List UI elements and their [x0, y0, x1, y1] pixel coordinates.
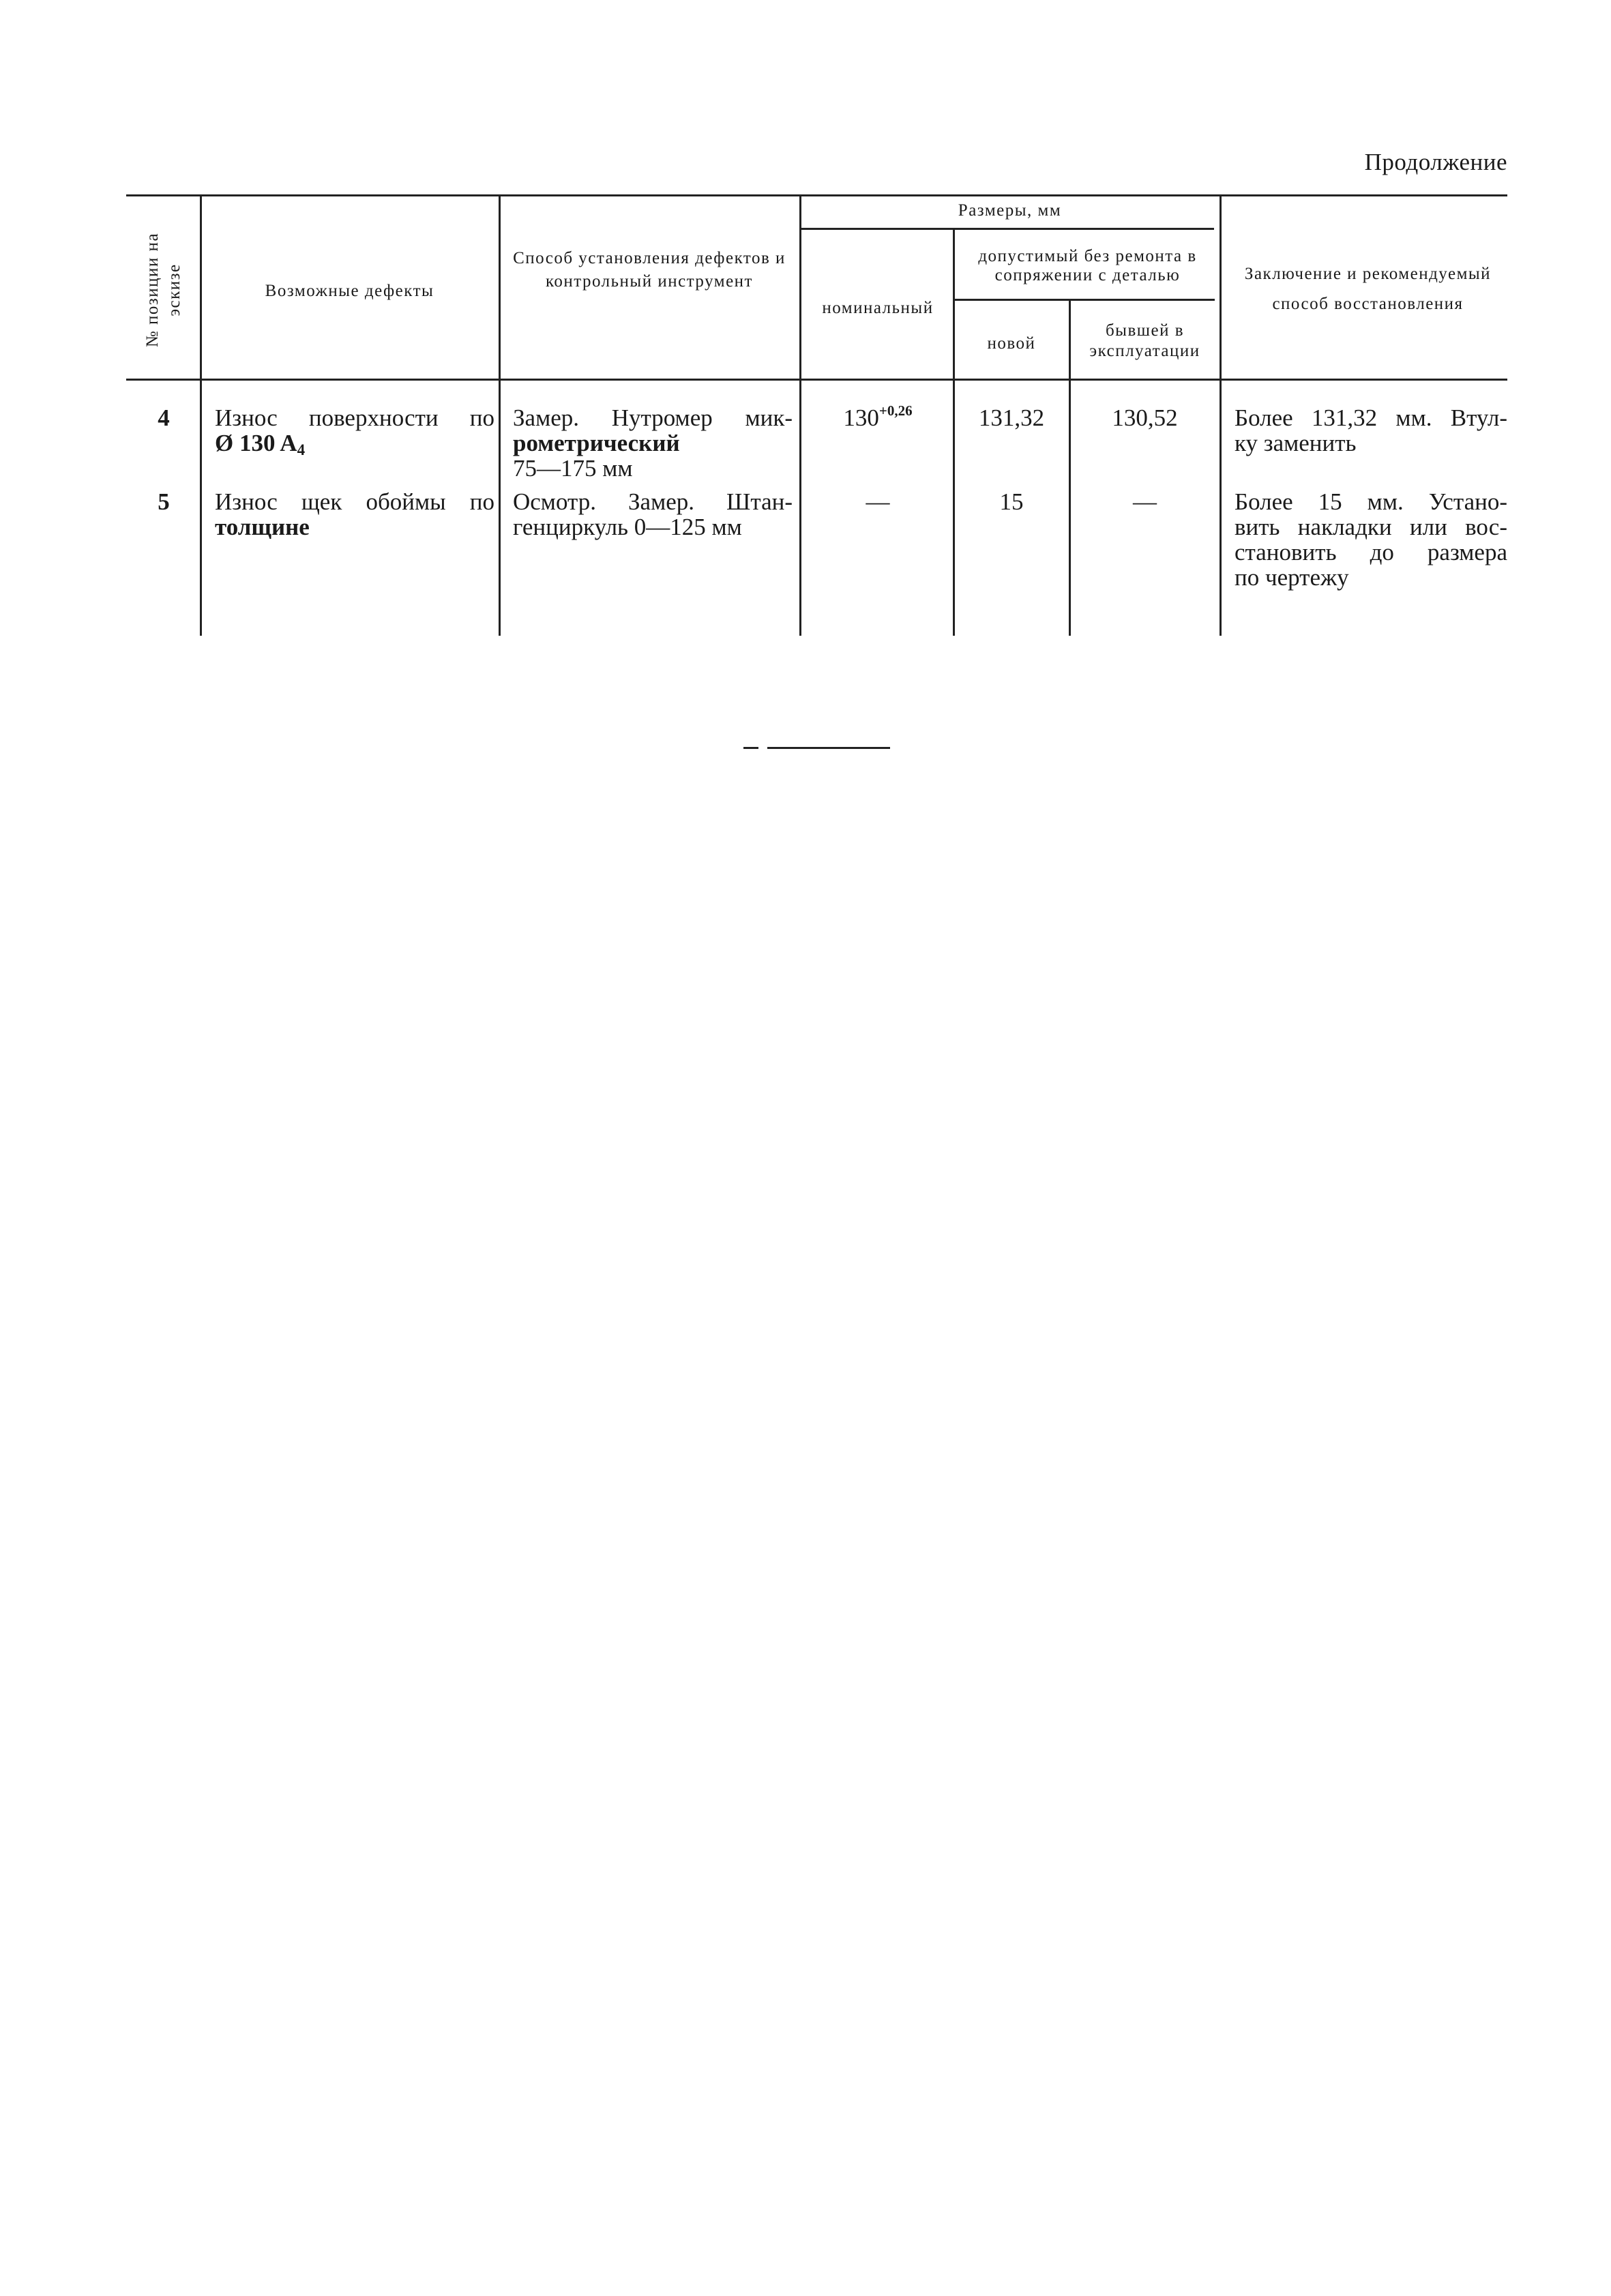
defect-line: толщине	[215, 514, 310, 540]
conclusion-line: вить накладки или вос-	[1235, 514, 1507, 540]
method-line: Замер. Нутромер мик-	[513, 404, 793, 431]
header-position-text: № позиции на эскизе	[143, 232, 183, 348]
conclusion-line: Более 15 мм. Устано-	[1235, 488, 1507, 515]
method-line: 75—175 мм	[513, 455, 633, 482]
col-divider-3	[799, 194, 801, 636]
col-divider-4	[953, 230, 955, 636]
conclusion-line: становить до размера	[1235, 539, 1507, 565]
header-allowable: допустимый без ремонта в сопряжении с деталью	[978, 247, 1197, 284]
used-value: 130,52	[1112, 404, 1178, 431]
header-sizes: Размеры, мм	[958, 201, 1062, 220]
defect-diameter-line	[215, 430, 494, 456]
header-method: Способ установления дефектов и контрольный инструмент	[513, 249, 786, 291]
method-line: рометрический	[513, 430, 680, 456]
sizes-group-rule	[801, 228, 1214, 230]
new-value: 15	[999, 488, 1024, 515]
conclusion-text: Более 131,32 мм. Втул-	[1235, 404, 1507, 431]
used-value: —	[1133, 488, 1157, 515]
defect-diameter-value: 130 A	[239, 430, 297, 456]
header-nominal: номинальный	[822, 299, 934, 317]
method-line: генциркуль 0—125 мм	[513, 514, 742, 540]
diameter-symbol: Ø	[215, 430, 234, 456]
continuation-label: Продолжение	[1364, 149, 1507, 175]
method-line: Осмотр. Замер. Штан-	[513, 488, 793, 515]
defect-line: Износ щек обоймы по	[215, 488, 494, 515]
allowable-group-rule	[954, 299, 1215, 301]
conclusion-line	[1235, 405, 1507, 430]
defect-line: Износ поверхности по	[215, 404, 494, 431]
header-new-part: новой	[987, 334, 1036, 353]
table-top-rule	[126, 194, 1507, 196]
conclusion-line: ку заменить	[1235, 430, 1357, 456]
separator-short-dash	[743, 747, 758, 749]
header-conclusion: Заключение и рекомендуемый способ восстановления	[1244, 265, 1492, 313]
header-bottom-rule	[126, 379, 1507, 381]
col-divider-6	[1220, 194, 1222, 636]
header-position	[126, 205, 201, 375]
nominal-value	[805, 402, 951, 431]
nominal-value: —	[866, 488, 890, 515]
nominal-tolerance: +0,26	[878, 402, 913, 419]
row-number: 4	[158, 404, 170, 431]
row-number: 5	[158, 488, 170, 515]
header-used-part: бывшей в эксплуатации	[1089, 321, 1200, 360]
col-divider-5	[1069, 300, 1071, 636]
col-divider-2	[499, 194, 501, 636]
separator-long-rule	[767, 747, 890, 749]
nominal-base: 130	[843, 404, 879, 431]
new-value: 131,32	[978, 404, 1045, 431]
conclusion-line: по чертежу	[1235, 564, 1349, 591]
defect-diameter-subscript: 4	[297, 441, 306, 458]
header-defects: Возможные дефекты	[265, 282, 434, 300]
